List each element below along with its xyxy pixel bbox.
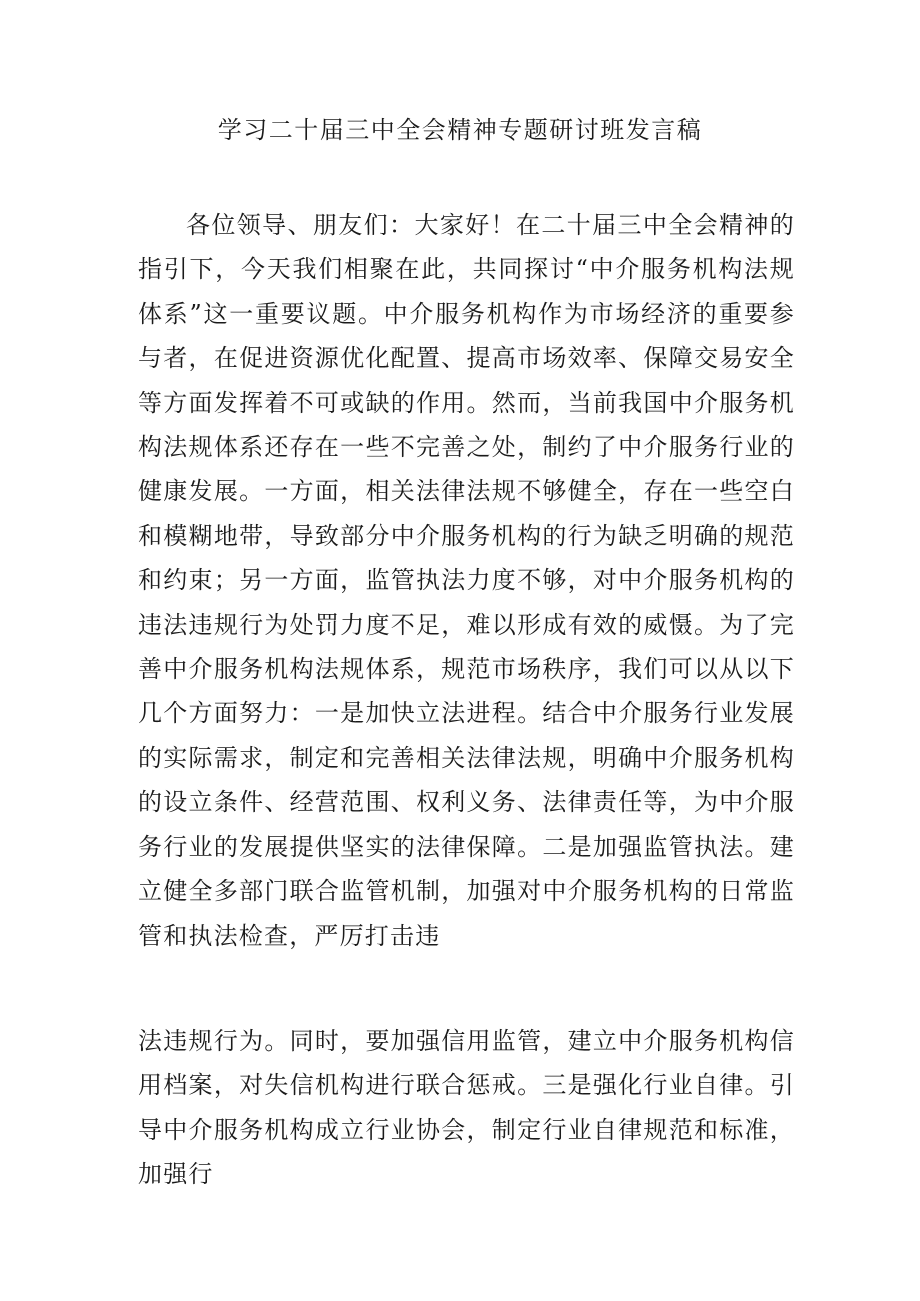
body-paragraph-continued: 法违规行为。同时，要加强信用监管，建立中介服务机构信用档案，对失信机构进行联合惩戒。三是强化行业自律。引导中介服务机构成立行业协会，制定行业自律规范和标准，加强行 bbox=[138, 1027, 795, 1189]
document-title: 学习二十届三中全会精神专题研讨班发言稿 bbox=[217, 116, 703, 144]
body-paragraph: 各位领导、朋友们：大家好！在二十届三中全会精神的指引下，今天我们相聚在此，共同探讨“中介服务机构法规体系”这一重要议题。中介服务机构作为市场经济的重要参与者，在促进资源优化配置、提高市场效率、保障交易安全等方面发挥着不可或缺的作用。然而，当前我国中介服务机构法规体系还存在一些不完善之处，制约了中介服务行业的健康发展。一方面，相关法律法规不够健全，存在一些空白和模糊地带，导致部分中介服务机构的行为缺乏明确的规范和约束；另一方面，监管执法力度不够，对中介服务机构的违法违规行为处罚力度不足，难以形成有效的威慑。为了完善中介服务机构法规体系，规范市场秩序，我们可以从以下几个方面努力：一是加快立法进程。结合中介服务行业发展的实际需求，制定和完善相关法律法规，明确中介服务机构的设立条件、经营范围、权利义务、法律责任等，为中介服务行业的发展提供坚实的法律保障。二是加强监管执法。建立健全多部门联合监管机制，加强对中介服务机构的日常监管和执法检查，严厉打击违 bbox=[138, 211, 795, 950]
